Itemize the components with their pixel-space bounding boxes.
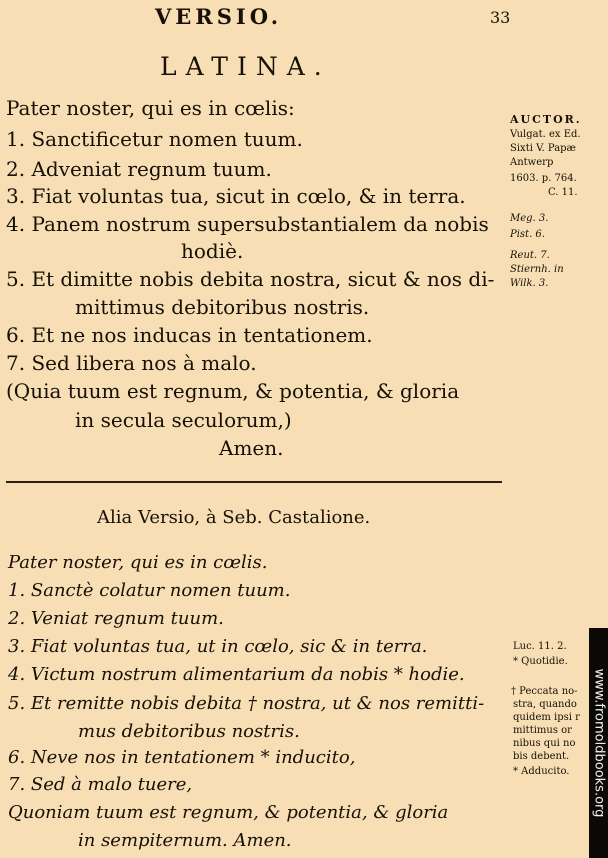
note-line: Stiernh. in [510,264,564,275]
note-line: Sixti V. Papæ [510,143,576,154]
section-divider [6,481,502,483]
note-line: Wilk. 3. [510,278,549,289]
note-line: Reut. 7. [510,250,550,261]
note-line: * Adducito. [513,766,570,777]
text-line: in secula seculorum,) [75,408,292,432]
running-title: VERSIO. [155,4,283,29]
note-line: C. 11. [548,187,578,198]
text-line: Pater noster, qui es in cœlis. [8,552,268,573]
note-line: stra, quando [513,699,577,710]
section-title: LATINA. [160,52,331,81]
text-line: 7. Sed à malo tuere, [8,774,193,795]
note-line: * Quotidie. [513,656,568,667]
note-line: Luc. 11. 2. [513,641,567,652]
subheading: Alia Versio, à Seb. Castalione. [97,507,371,528]
text-line: 5. Et dimitte nobis debita nostra, sicut & nos di- [6,267,495,291]
page-number: 33 [490,8,511,27]
note-line: Meg. 3. [510,213,549,224]
text-line: 6. Et ne nos inducas in tentationem. [6,323,373,347]
note-line: Antwerp [510,157,554,168]
text-line: hodiè. [181,239,244,263]
text-line: mittimus debitoribus nostris. [75,295,370,319]
note-line: mittimus or [513,725,572,736]
text-line: Quoniam tuum est regnum, & potentia, & gloria [8,802,449,823]
note-line: nibus qui no [513,738,576,749]
text-line: Amen. [219,436,284,460]
note-line: Vulgat. ex Ed. [510,129,581,140]
text-line: 7. Sed libera nos à malo. [6,351,257,375]
text-line: 1. Sanctificetur nomen tuum. [6,127,303,151]
text-line: (Quia tuum est regnum, & potentia, & gloria [6,379,460,403]
note-line: quidem ipsi r [513,712,580,723]
text-line: 1. Sanctè colatur nomen tuum. [8,580,291,601]
note-line: † Peccata no- [511,686,578,697]
text-line: 4. Panem nostrum supersubstantialem da nobis [6,212,489,236]
note-line: 1603. p. 764. [510,173,577,184]
text-line: mus debitoribus nostris. [78,721,300,742]
page-header [0,4,608,34]
text-line: 3. Fiat voluntas tua, sicut in cœlo, & in terra. [6,184,466,208]
text-line: Pater noster, qui es in cœlis: [6,96,295,120]
text-line: 2. Veniat regnum tuum. [8,608,224,629]
text-line: 6. Neve nos in tentationem * inducito, [8,747,356,768]
watermark-text: www.fromoldbooks.org [591,668,607,818]
text-line: 2. Adveniat regnum tuum. [6,157,272,181]
note-line: Pist. 6. [510,229,545,240]
watermark-strip [589,628,608,858]
text-line: in sempiternum. Amen. [78,830,292,851]
text-line: 3. Fiat voluntas tua, ut in cœlo, sic & in terra. [8,636,428,657]
text-line: 4. Victum nostrum alimentarium da nobis * hodie. [8,664,465,685]
note-line: AUCTOR. [510,113,582,126]
text-line: 5. Et remitte nobis debita † nostra, ut & nos remitti- [8,693,485,714]
note-line: bis debent. [513,751,570,762]
